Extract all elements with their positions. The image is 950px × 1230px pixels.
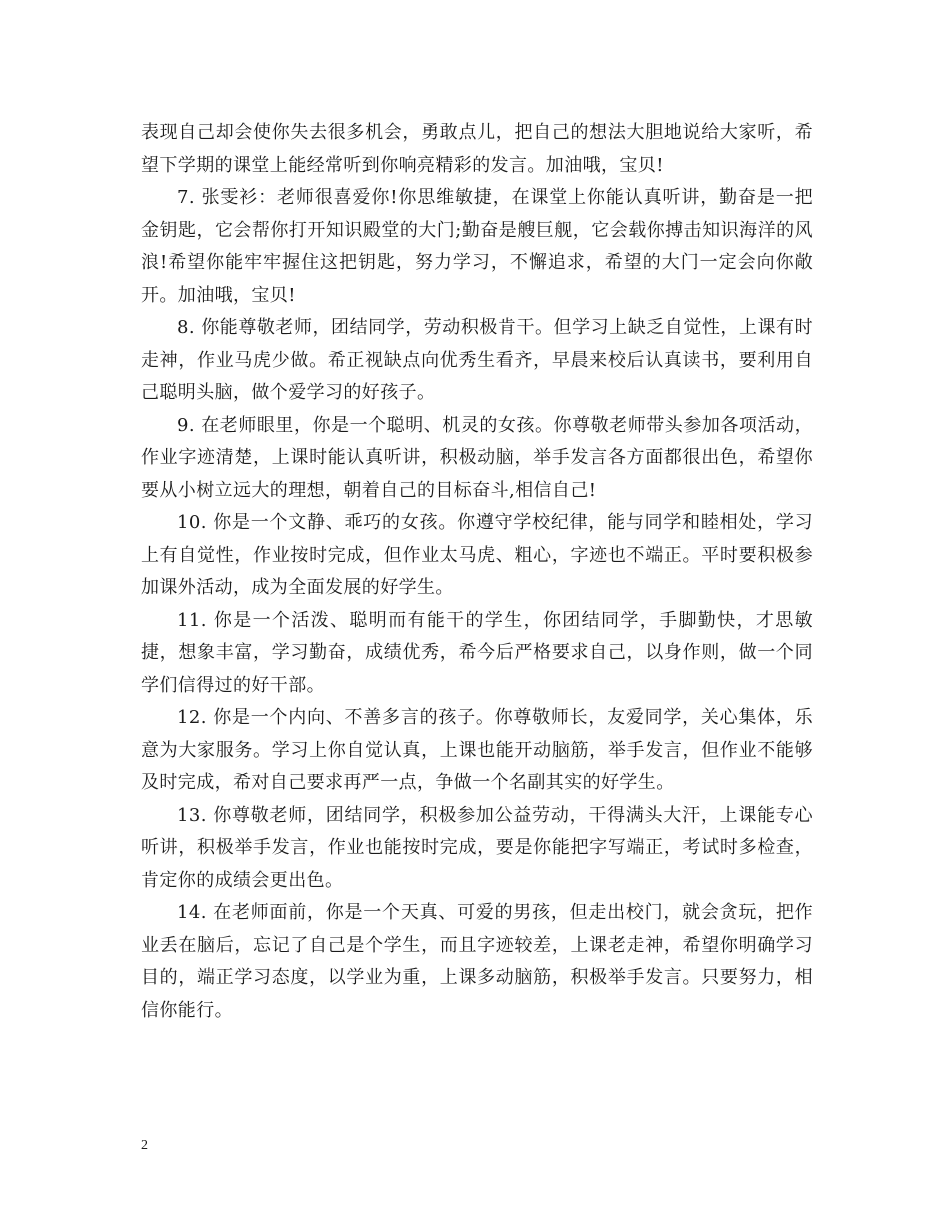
paragraph-item-14: 14. 在老师面前，你是一个天真、可爱的男孩，但走出校门，就会贪玩，把作业丢在脑后，忘记了自己是个学生，而且字迹较差，上课老走神，希望你明确学习目的，端正学习态度，以学业为重，上课多动脑筋，积极举手发言。只要努力，相信你能行。 — [141, 902, 813, 1021]
paragraph-item-8: 8. 你能尊敬老师，团结同学，劳动积极肯干。但学习上缺乏自觉性，上课有时走神，作业马虎少做。希正视缺点向优秀生看齐，早晨来校后认真读书，要利用自己聪明头脑，做个爱学习的好孩子。 — [141, 317, 813, 403]
paragraph-item-11: 11. 你是一个活泼、聪明而有能干的学生，你团结同学，手脚勤快，才思敏捷，想象丰富，学习勤奋，成绩优秀，希今后严格要求自己，以身作则，做一个同学们信得过的好干部。 — [141, 609, 813, 696]
paragraph-item-10: 10. 你是一个文静、乖巧的女孩。你遵守学校纪律，能与同学和睦相处，学习上有自觉性，作业按时完成，但作业太马虎、粗心，字迹也不端正。平时要积极参加课外活动，成为全面发展的好学生。 — [141, 512, 813, 598]
paragraph-item-7: 7. 张雯衫：老师很喜爱你!你思维敏捷，在课堂上你能认真听讲，勤奋是一把金钥匙，它会帮你打开知识殿堂的大门;勤奋是艘巨舰，它会载你搏击知识海洋的风浪!希望你能牢牢握住这把钥匙，努力学习，不懈追求，希望的大门一定会向你敞开。加油哦，宝贝! — [141, 187, 813, 306]
document-page — [141, 117, 813, 1027]
page-number: 2 — [141, 1138, 148, 1153]
paragraph-item-9: 9. 在老师眼里，你是一个聪明、机灵的女孩。你尊敬老师带头参加各项活动，作业字迹清楚，上课时能认真听讲，积极动脑，举手发言各方面都很出色，希望你要从小树立远大的理想，朝着自己的目标奋斗,相信自己! — [141, 414, 813, 501]
paragraph-item-13: 13. 你尊敬老师，团结同学，积极参加公益劳动，干得满头大汗，上课能专心听讲，积极举手发言，作业也能按时完成，要是你能把字写端正，考试时多检查，肯定你的成绩会更出色。 — [141, 804, 813, 891]
paragraph-continuation: 表现自己却会使你失去很多机会，勇敢点儿，把自己的想法大胆地说给大家听，希望下学期的课堂上能经常听到你响亮精彩的发言。加油哦，宝贝! — [141, 122, 813, 176]
paragraph-item-12: 12. 你是一个内向、不善多言的孩子。你尊敬师长，友爱同学，关心集体，乐意为大家服务。学习上你自觉认真，上课也能开动脑筋，举手发言，但作业不能够及时完成，希对自己要求再严一点，争做一个名副其实的好学生。 — [141, 707, 813, 793]
